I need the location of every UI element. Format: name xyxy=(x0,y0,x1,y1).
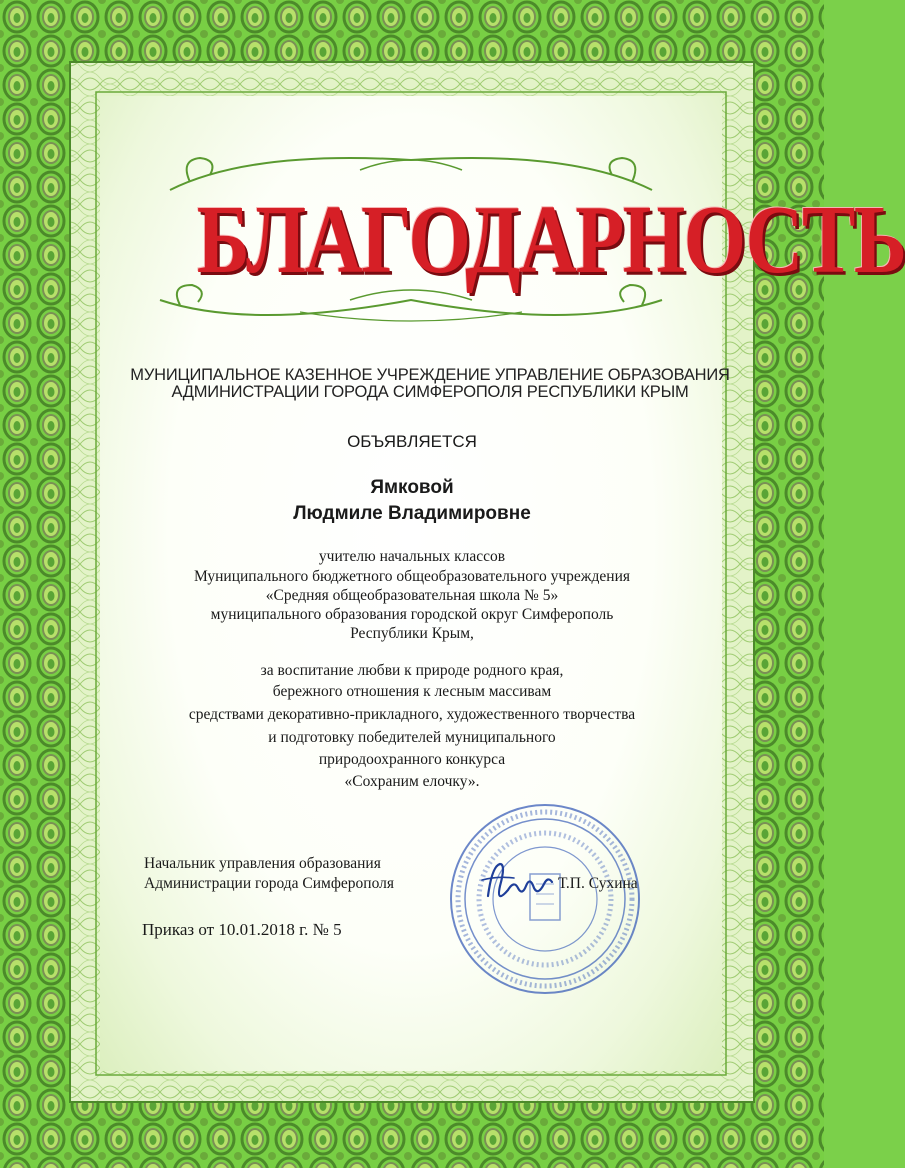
position-line: Муниципального бюджетного общеобразовательного учреждения xyxy=(193,568,630,585)
announce-label: ОБЪЯВЛЯЕТСЯ xyxy=(347,432,477,451)
reason-line: и подготовку победителей муниципального xyxy=(268,729,556,746)
order-reference: Приказ от 10.01.2018 г. № 5 xyxy=(142,920,342,939)
recipient-name: Людмиле Владимировне xyxy=(293,503,531,524)
reason-line: средствами декоративно-прикладного, художественного творчества xyxy=(188,706,636,723)
reason-line: бережного отношения к лесным массивам xyxy=(272,683,552,700)
signatory-title-line-1: Начальник управления образования xyxy=(144,855,381,872)
signatory-title-line-2: Администрации города Симферополя xyxy=(144,875,394,892)
position-line: Республики Крым, xyxy=(350,625,474,642)
reason-line: «Сохраним елочку». xyxy=(344,773,480,790)
position-line: муниципального образования городской округ Симферополь xyxy=(210,606,614,623)
position-line: учителю начальных классов xyxy=(318,548,506,565)
issuer-line-2: АДМИНИСТРАЦИИ ГОРОДА СИМФЕРОПОЛЯ РЕСПУБЛИКИ КРЫМ xyxy=(171,383,689,401)
reason-line: за воспитание любви к природе родного края, xyxy=(260,662,564,679)
signatory-name: Т.П. Сухина xyxy=(558,875,638,892)
reason-line: природоохранного конкурса xyxy=(318,751,506,768)
recipient-surname: Ямковой xyxy=(370,477,454,498)
issuer-line-1: МУНИЦИПАЛЬНОЕ КАЗЕННОЕ УЧРЕЖДЕНИЕ УПРАВЛЕНИЕ ОБРАЗОВАНИЯ xyxy=(130,366,730,384)
position-line: «Средняя общеобразовательная школа № 5» xyxy=(265,587,559,604)
certificate-title: БЛАГОДАРНОСТЬ xyxy=(196,186,905,294)
handwritten-signature xyxy=(478,846,558,916)
